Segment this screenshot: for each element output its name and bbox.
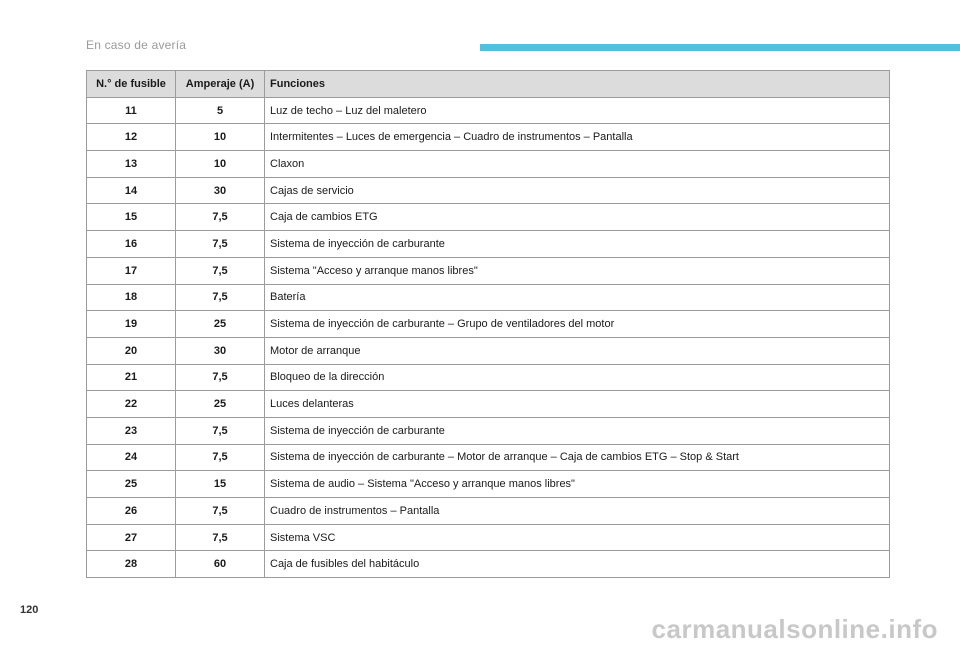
function-cell: Sistema VSC — [265, 524, 890, 551]
amperage-cell: 10 — [176, 151, 265, 178]
function-cell: Motor de arranque — [265, 337, 890, 364]
amperage-cell: 10 — [176, 124, 265, 151]
section-title: En caso de avería — [86, 38, 187, 52]
amperage-cell: 30 — [176, 177, 265, 204]
function-cell: Luz de techo – Luz del maletero — [265, 97, 890, 124]
amperage-cell: 25 — [176, 311, 265, 338]
amperage-cell: 25 — [176, 391, 265, 418]
fuse-number-cell: 26 — [87, 498, 176, 525]
function-cell: Sistema de inyección de carburante — [265, 417, 890, 444]
fuse-number-cell: 14 — [87, 177, 176, 204]
function-cell: Caja de cambios ETG — [265, 204, 890, 231]
table-row — [87, 204, 890, 231]
table-row — [87, 97, 890, 124]
table-body — [87, 97, 890, 577]
table-row — [87, 177, 890, 204]
table-row — [87, 391, 890, 418]
fuse-number-cell: 23 — [87, 417, 176, 444]
table-row — [87, 231, 890, 258]
fuse-number-cell: 21 — [87, 364, 176, 391]
fuse-number-cell: 28 — [87, 551, 176, 578]
function-cell: Caja de fusibles del habitáculo — [265, 551, 890, 578]
table-row — [87, 151, 890, 178]
function-cell: Cajas de servicio — [265, 177, 890, 204]
table-header-row — [87, 71, 890, 98]
amperage-cell: 7,5 — [176, 364, 265, 391]
fuse-number-cell: 17 — [87, 257, 176, 284]
function-cell: Sistema "Acceso y arranque manos libres" — [265, 257, 890, 284]
amperage-cell: 15 — [176, 471, 265, 498]
table-row — [87, 284, 890, 311]
function-cell: Luces delanteras — [265, 391, 890, 418]
function-cell: Sistema de inyección de carburante – Grupo de ventiladores del motor — [265, 311, 890, 338]
page-number: 120 — [20, 604, 39, 616]
amperage-cell: 7,5 — [176, 257, 265, 284]
fuse-number-cell: 16 — [87, 231, 176, 258]
amperage-cell: 7,5 — [176, 417, 265, 444]
fuse-number-cell: 19 — [87, 311, 176, 338]
function-cell: Sistema de audio – Sistema "Acceso y arranque manos libres" — [265, 471, 890, 498]
fuse-number-cell: 11 — [87, 97, 176, 124]
table-row — [87, 444, 890, 471]
table-row — [87, 417, 890, 444]
fuse-number-cell: 13 — [87, 151, 176, 178]
amperage-cell: 7,5 — [176, 444, 265, 471]
amperage-cell: 7,5 — [176, 284, 265, 311]
table-row — [87, 498, 890, 525]
amperage-cell: 60 — [176, 551, 265, 578]
header-accent-bar — [480, 44, 960, 51]
amperage-cell: 5 — [176, 97, 265, 124]
column-header-amperage: Amperaje (A) — [176, 71, 265, 98]
fuse-number-cell: 15 — [87, 204, 176, 231]
table-row — [87, 257, 890, 284]
function-cell: Bloqueo de la dirección — [265, 364, 890, 391]
function-cell: Cuadro de instrumentos – Pantalla — [265, 498, 890, 525]
fuse-number-cell: 18 — [87, 284, 176, 311]
fuse-number-cell: 24 — [87, 444, 176, 471]
table-row — [87, 124, 890, 151]
amperage-cell: 7,5 — [176, 231, 265, 258]
watermark: carmanualsonline.info — [651, 614, 938, 644]
table-row — [87, 551, 890, 578]
column-header-fuse-number: N.° de fusible — [87, 71, 176, 98]
function-cell: Sistema de inyección de carburante — [265, 231, 890, 258]
table-row — [87, 337, 890, 364]
fuse-number-cell: 12 — [87, 124, 176, 151]
amperage-cell: 7,5 — [176, 524, 265, 551]
table-row — [87, 311, 890, 338]
amperage-cell: 7,5 — [176, 498, 265, 525]
table-row — [87, 471, 890, 498]
fuse-number-cell: 25 — [87, 471, 176, 498]
amperage-cell: 7,5 — [176, 204, 265, 231]
fuse-number-cell: 22 — [87, 391, 176, 418]
function-cell: Intermitentes – Luces de emergencia – Cuadro de instrumentos – Pantalla — [265, 124, 890, 151]
amperage-cell: 30 — [176, 337, 265, 364]
fuse-number-cell: 27 — [87, 524, 176, 551]
column-header-functions: Funciones — [265, 71, 890, 98]
fuse-table — [86, 70, 890, 578]
function-cell: Claxon — [265, 151, 890, 178]
table-row — [87, 524, 890, 551]
fuse-number-cell: 20 — [87, 337, 176, 364]
function-cell: Sistema de inyección de carburante – Motor de arranque – Caja de cambios ETG – Stop & Start — [265, 444, 890, 471]
table-row — [87, 364, 890, 391]
function-cell: Batería — [265, 284, 890, 311]
